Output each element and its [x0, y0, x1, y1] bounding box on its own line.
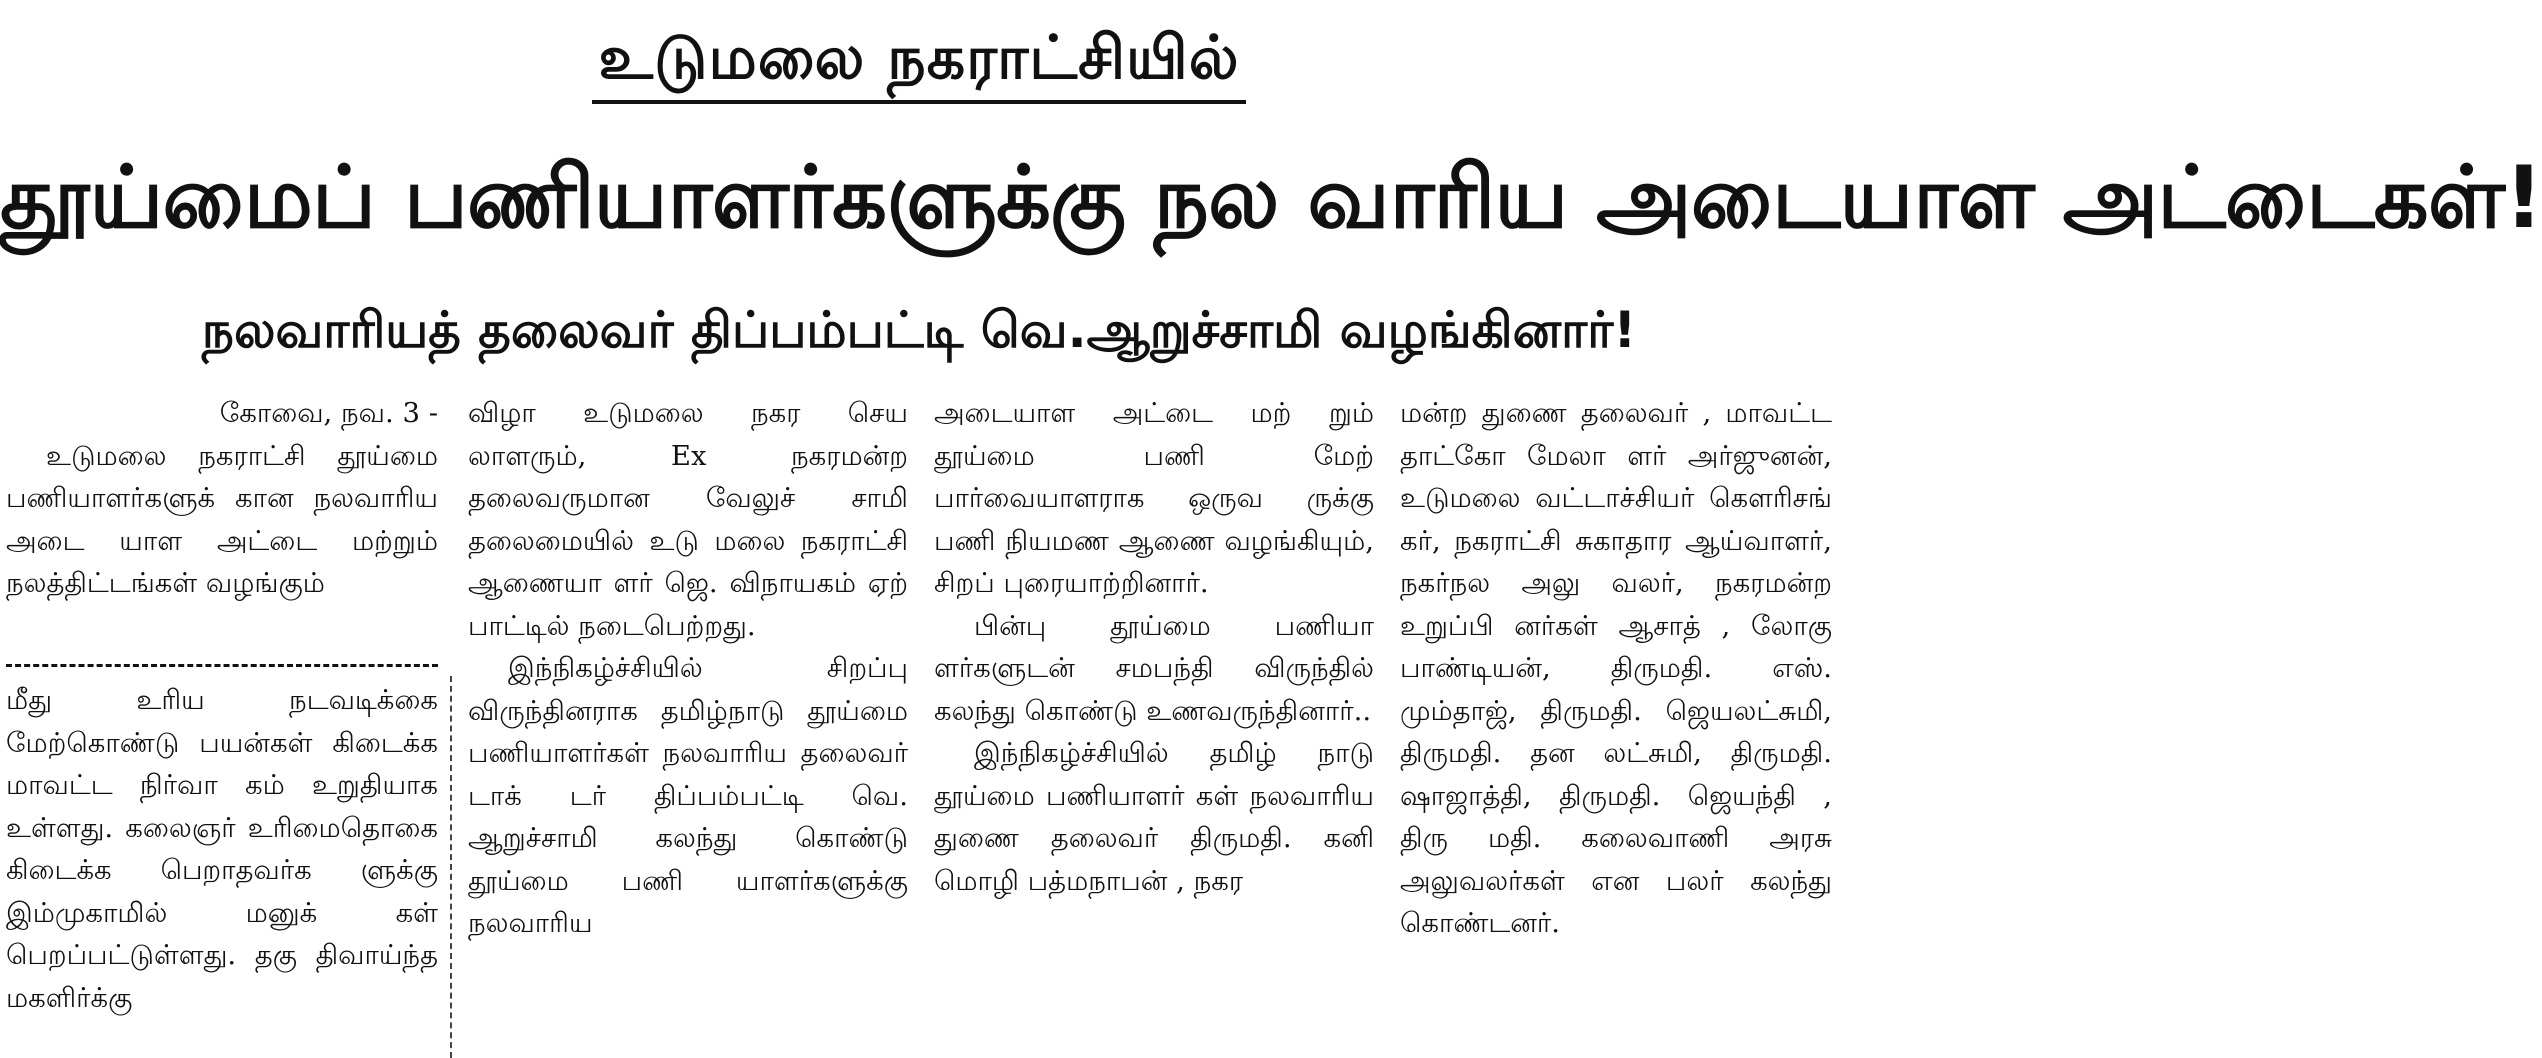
- article-kicker: [0, 18, 1838, 104]
- article-column-4: [1400, 392, 1832, 1058]
- column-4-paragraph-1: மன்ற துணை தலைவர் , மாவட்ட தாட்கோ மேலா ளர் அர்ஜுனன், உடுமலை வட்டாச்சியர் கௌரிசங் கர், நகராட்சி சுகாதார ஆய்வாளர், நகர்நல அலு வலர், நகரமன்ற உறுப்பி னர்கள் ஆசாத் , லோகு பாண்டியன், திருமதி. எஸ். மும்தாஜ், திருமதி. ஜெயலட்சுமி, திருமதி. தன லட்சுமி, திருமதி. ஷாஜாத்தி, திருமதி. ஜெயந்தி , திரு மதி. கலைவாணி அரசு அலுவலர்கள் என பலர் கலந்து கொண்டனர்.: [1400, 397, 1832, 939]
- column-3-paragraph-2: பின்பு தூய்மை பணியா ளர்களுடன் சமபந்தி விருந்தில் கலந்து கொண்டு உணவருந்தினார்..: [934, 609, 1374, 727]
- column-divider: [6, 664, 438, 667]
- column-2-paragraph-1: விழா உடுமலை நகர செய லாளரும், Ex நகரமன்ற தலைவருமான வேலுச் சாமி தலைமையில் உடு மலை நகராட்சி ஆணையா ளர் ஜெ. விநாயகம் ஏற் பாட்டில் நடைபெற்றது.: [468, 397, 908, 642]
- column-3-paragraph-1: அடையாள அட்டை மற் றும் தூய்மை பணி மேற் பார்வையாளராக ஒருவ ருக்கு பணி நியமண ஆணை வழங்கியும், சிறப் புரையாற்றினார்.: [934, 397, 1374, 599]
- dateline: கோவை, நவ. 3 -: [219, 397, 438, 429]
- article-subheadline: நலவாரியத் தலைவர் திப்பம்பட்டி வெ.ஆறுச்சாமி வழங்கினார்!: [201, 301, 1637, 359]
- column-1-paragraph-2: மீது உரிய நடவடிக்கை மேற்கொண்டு பயன்கள் கிடைக்க மாவட்ட நிர்வா கம் உறுதியாக உள்ளது. கலைஞர் உரிமைதொகை கிடைக்க பெறாதவர்க ளுக்கு இம்முகாமில் மனுக் கள் பெறப்பட்டுள்ளது. தகு திவாய்ந்த மகளிர்க்கு: [6, 684, 438, 1014]
- article-headline: தூய்மைப் பணியாளர்களுக்கு நல வாரிய அடையாள அட்டைகள்!: [0, 148, 2542, 248]
- column-2-paragraph-2: இந்நிகழ்ச்சியில் சிறப்பு விருந்தினராக தமிழ்நாடு தூய்மை பணியாளர்கள் நலவாரிய தலைவர் டாக் டர் திப்பம்பட்டி வெ. ஆறுச்சாமி கலந்து கொண்டு தூய்மை பணி யாளர்களுக்கு நலவாரிய: [468, 652, 908, 939]
- column-1-paragraph-1: உடுமலை நகராட்சி தூய்மை பணியாளர்களுக் கான நலவாரிய அடை யாள அட்டை மற்றும் நலத்திட்டங்கள் வழங்கும்: [6, 439, 438, 599]
- article-column-3: [934, 392, 1374, 1058]
- article-column-2: [468, 392, 908, 1058]
- kicker-text: உடுமலை நகராட்சியில்: [592, 18, 1245, 104]
- column-1-top-block: [6, 392, 438, 654]
- column-3-paragraph-3: இந்நிகழ்ச்சியில் தமிழ் நாடு தூய்மை பணியாளர் கள் நலவாரிய துணை தலைவர் திருமதி. கனி மொழி பத்மநாபன் , நகர: [934, 737, 1374, 897]
- article-column-1: [6, 392, 438, 1058]
- column-separator: [450, 676, 452, 1058]
